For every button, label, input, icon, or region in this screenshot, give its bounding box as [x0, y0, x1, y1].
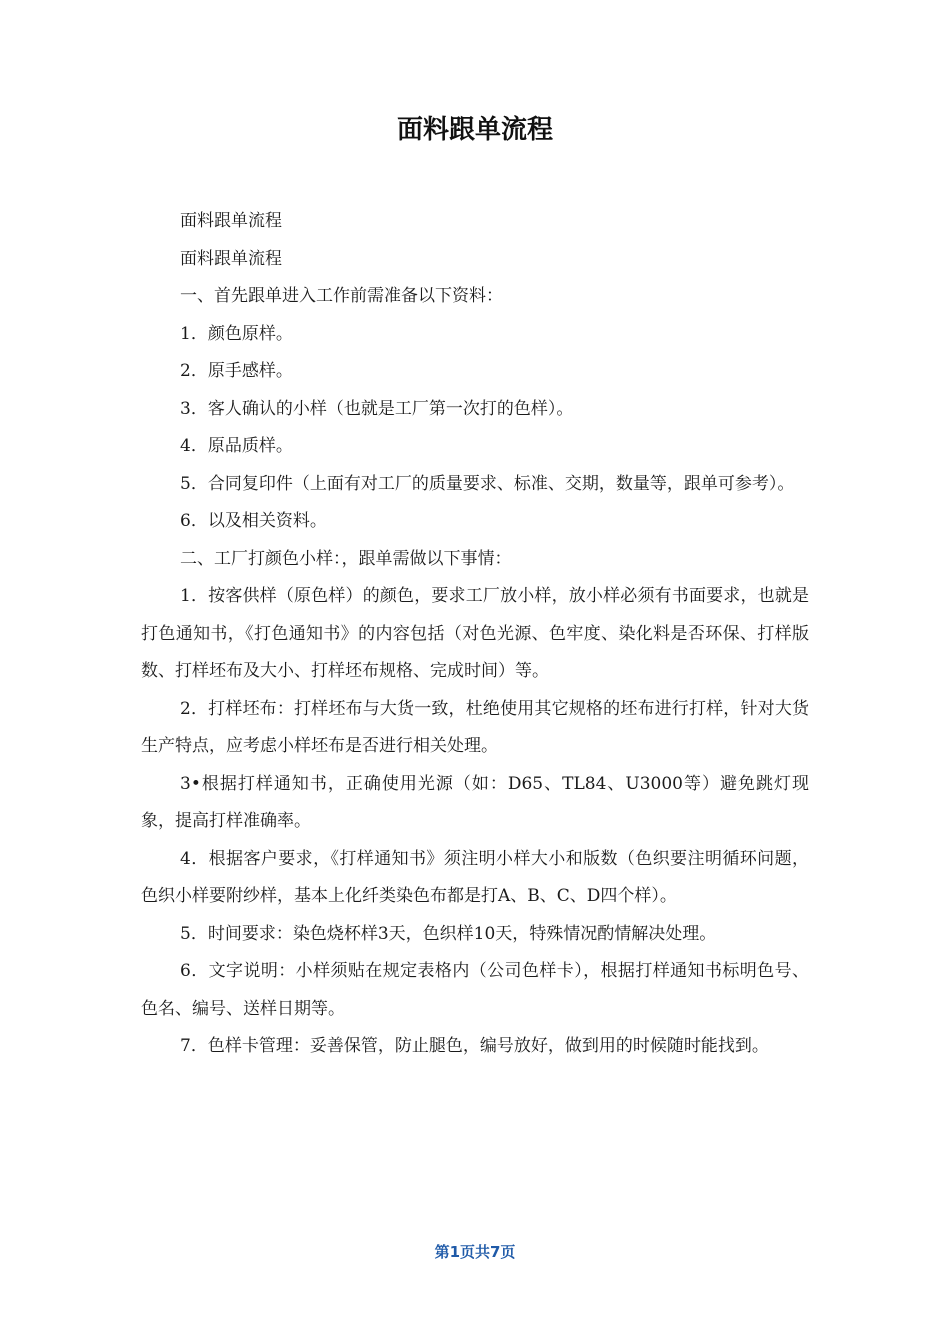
paragraph-heading-repeat-1: 面料跟单流程	[180, 211, 282, 231]
list-item: 1．按客供样（原色样）的颜色，要求工厂放小样，放小样必须有书面要求，也就是打色通知书，《打色通知书》的内容包括（对色光源、色牢度、染化料是否环保、打样版数、打样坯布及大小、打样坯布规格、完成时间）等。	[141, 586, 809, 681]
list-item: 4．根据客户要求，《打样通知书》须注明小样大小和版数（色织要注明循环问题，色织小样要附纱样，基本上化纤类染色布都是打A、B、C、D四个样）。	[141, 848, 809, 906]
page-indicator: 第1页共7页	[434, 1243, 516, 1261]
document-body	[141, 203, 809, 1066]
list-item: 7．色样卡管理：妥善保管，防止腿色，编号放好，做到用的时候随时能找到。	[180, 1036, 769, 1056]
page-title: 面料跟单流程	[396, 115, 553, 145]
list-item: 2．打样坯布：打样坯布与大货一致，杜绝使用其它规格的坯布进行打样，针对大货生产特点，应考虑小样坯布是否进行相关处理。	[141, 698, 809, 756]
paragraph-heading-repeat-2: 面料跟单流程	[180, 248, 282, 269]
list-item: 5．时间要求：染色烧杯样3天，色织样10天，特殊情况酌情解决处理。	[180, 923, 717, 944]
list-item: 6．文字说明：小样须贴在规定表格内（公司色样卡），根据打样通知书标明色号、色名、编号、送样日期等。	[141, 961, 809, 1019]
list-item: 1．颜色原样。	[180, 323, 293, 344]
list-item: 2．原手感样。	[180, 361, 293, 381]
list-item: 4．原品质样。	[180, 436, 293, 456]
list-item: 3•根据打样通知书，正确使用光源（如：D65、TL84、U3000等）避免跳灯现象，提高打样准确率。	[141, 773, 809, 831]
section-one-heading: 一、首先跟单进入工作前需准备以下资料：	[180, 286, 503, 306]
list-item: 6．以及相关资料。	[180, 511, 327, 531]
section-two-heading: 二、工厂打颜色小样：，跟单需做以下事情：	[180, 548, 512, 569]
list-item: 5．合同复印件（上面有对工厂的质量要求、标准、交期，数量等，跟单可参考）。	[180, 473, 795, 494]
list-item: 3．客人确认的小样（也就是工厂第一次打的色样）。	[180, 398, 574, 419]
